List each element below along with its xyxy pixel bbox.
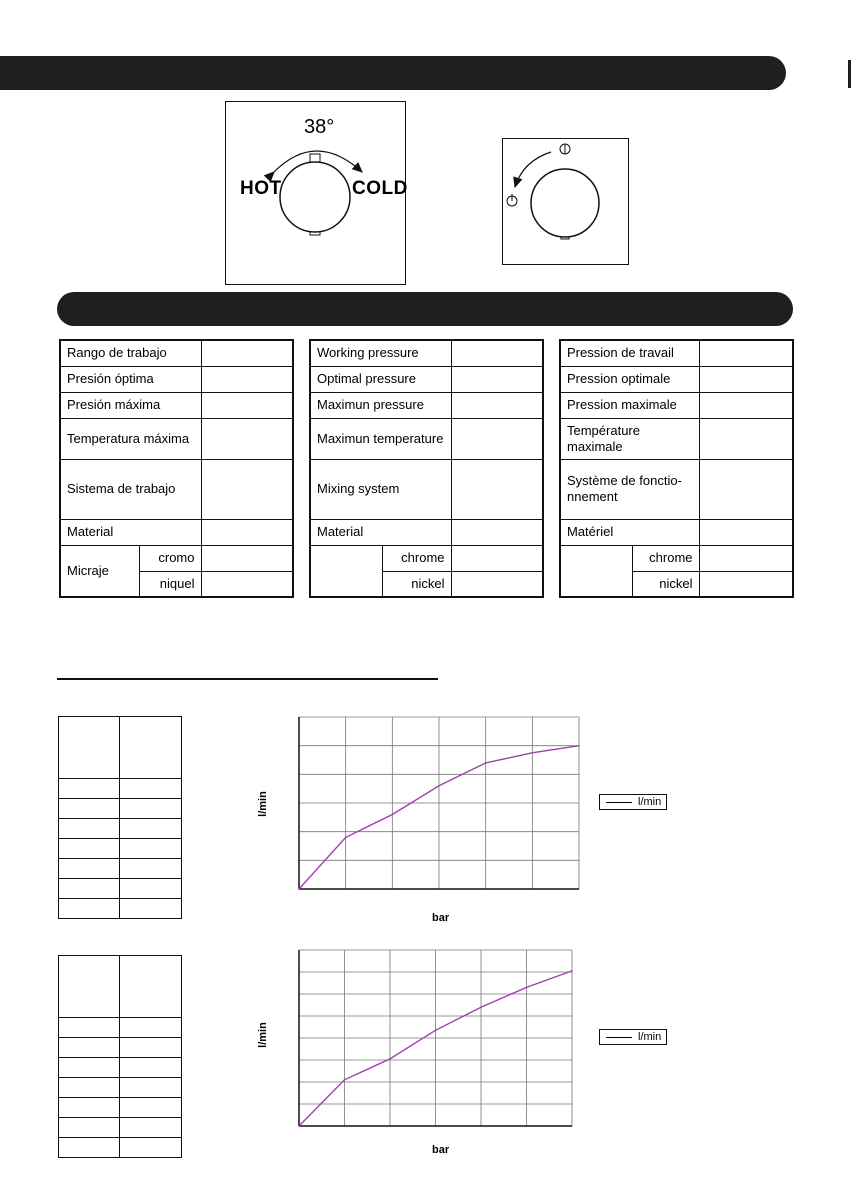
chrome-label: cromo (139, 545, 201, 571)
thermostatic-dial-panel (225, 101, 406, 285)
data-point (438, 785, 440, 787)
flow-chart-1 (298, 716, 580, 890)
nickel-label: nickel (632, 571, 699, 597)
spec-label: Sistema de trabajo (60, 459, 201, 519)
section-header-bar-top (0, 56, 786, 90)
spec-label: Pression maximale (560, 392, 699, 418)
data-point (485, 762, 487, 764)
data-point (298, 888, 300, 890)
chart-1-x-axis-label: bar (432, 912, 450, 924)
spec-label: Pression optimale (560, 366, 699, 392)
spec-label: Temperatura máxima (60, 418, 201, 459)
spec-table-fr (559, 339, 794, 598)
flow-data-table-2 (58, 955, 182, 1158)
spec-label: Presión máxima (60, 392, 201, 418)
data-point (298, 1125, 300, 1127)
chart-2-y-axis-label: l/min (256, 1022, 269, 1048)
chart-2-x-axis-label: bar (432, 1144, 450, 1156)
flow-data-table-1 (58, 716, 182, 919)
flow-chart-2 (298, 949, 573, 1127)
dial-knob-icon (531, 169, 599, 237)
spec-label: Material (310, 519, 451, 545)
open-symbol-icon (560, 144, 570, 154)
chrome-label: chrome (382, 545, 451, 571)
micron-label (310, 545, 382, 597)
nickel-label: nickel (382, 571, 451, 597)
flow-dial-panel (502, 138, 629, 265)
legend-label: l/min (638, 1031, 662, 1043)
spec-label: Maximun temperature (310, 418, 451, 459)
micron-label (560, 545, 632, 597)
spec-table-es (59, 339, 294, 598)
spec-label: Température maximale (560, 418, 699, 459)
spec-label: Pression de travail (560, 340, 699, 366)
flow-dial-drawing (503, 139, 628, 264)
target-temperature: 38° (304, 116, 335, 138)
micron-label: Micraje (60, 545, 139, 597)
section-header-bar-specs (57, 292, 793, 326)
chart-1-y-axis-label: l/min (256, 791, 269, 817)
chart-1-legend (599, 794, 667, 810)
dial-knob-icon (280, 162, 350, 232)
legend-swatch (606, 1037, 632, 1038)
data-point (435, 1030, 437, 1032)
spec-label: Mixing system (310, 459, 451, 519)
data-point (392, 814, 394, 816)
data-point (345, 837, 347, 839)
spec-label: Rango de trabajo (60, 340, 201, 366)
legend-swatch (606, 802, 632, 803)
data-point (578, 745, 580, 747)
data-point (389, 1058, 391, 1060)
section-title-underline (57, 678, 438, 680)
data-point (344, 1079, 346, 1081)
nickel-label: niquel (139, 571, 201, 597)
spec-label: Optimal pressure (310, 366, 451, 392)
spec-label: Material (60, 519, 201, 545)
data-point (571, 970, 573, 972)
closed-symbol-icon (507, 194, 517, 206)
legend-label: l/min (638, 796, 662, 808)
spec-table-en (309, 339, 544, 598)
spec-label: Working pressure (310, 340, 451, 366)
spec-label: Maximun pressure (310, 392, 451, 418)
chrome-label: chrome (632, 545, 699, 571)
spec-label: Matériel (560, 519, 699, 545)
data-point (532, 752, 534, 754)
hot-label: HOT (240, 178, 282, 199)
spec-label: Presión óptima (60, 366, 201, 392)
data-point (526, 987, 528, 989)
data-point (480, 1006, 482, 1008)
cold-label: COLD (352, 178, 408, 199)
chart-2-legend (599, 1029, 667, 1045)
spec-label: Système de fonctio- nnement (560, 459, 699, 519)
